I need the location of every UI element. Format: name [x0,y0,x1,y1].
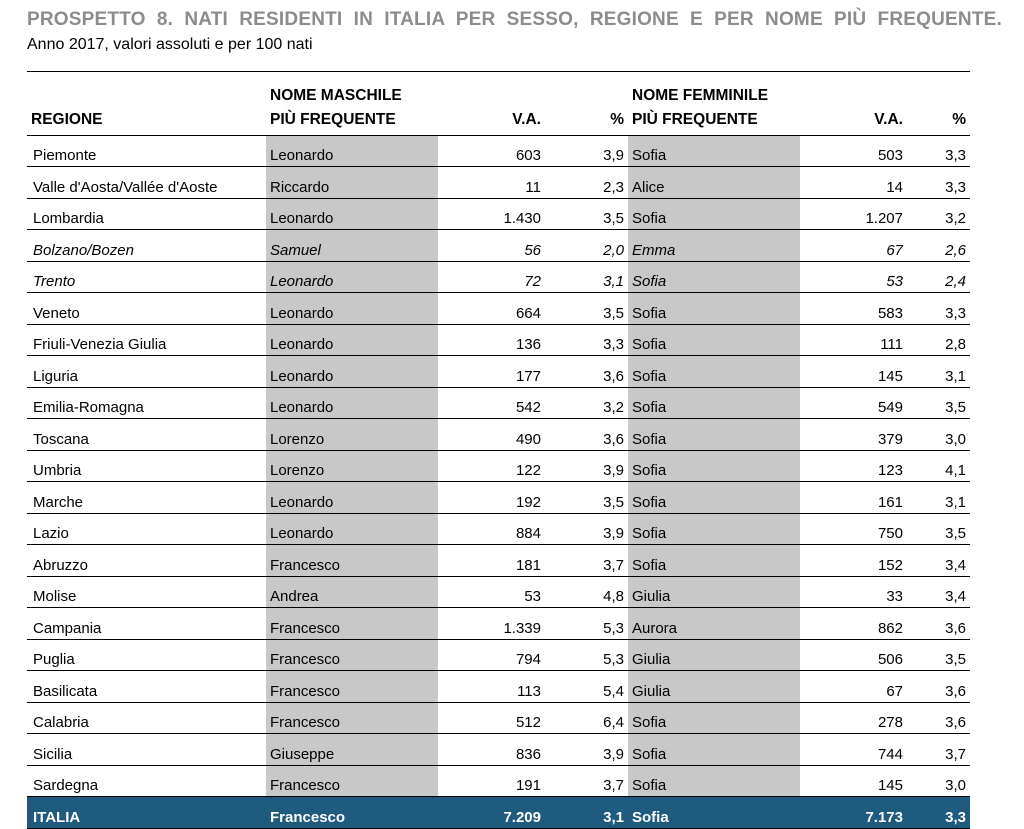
female-va-cell: 145 [800,356,907,388]
region-cell: Liguria [27,356,266,388]
female-pct-cell: 3,6 [907,671,970,703]
female-va-cell: 152 [800,545,907,577]
region-cell: Calabria [27,702,266,734]
male-va-cell: 884 [438,513,545,545]
top-rule [27,71,970,72]
region-cell: Lazio [27,513,266,545]
female-pct-cell: 3,7 [907,734,970,766]
region-cell: Valle d'Aosta/Vallée d'Aoste [27,167,266,199]
female-name-cell: Sofia [628,356,800,388]
male-name-cell: Lorenzo [266,450,438,482]
table-row [27,702,970,734]
total-female-pct-cell: 3,3 [907,797,970,829]
table-row [27,230,970,262]
births-table [27,78,970,829]
female-va-cell: 862 [800,608,907,640]
female-va-cell: 503 [800,135,907,167]
female-name-cell: Alice [628,167,800,199]
male-va-cell: 1.339 [438,608,545,640]
male-pct-cell: 3,7 [545,765,628,797]
female-name-cell: Sofia [628,765,800,797]
male-name-cell: Leonardo [266,198,438,230]
female-pct-cell: 4,1 [907,450,970,482]
region-cell: Marche [27,482,266,514]
male-name-cell: Leonardo [266,293,438,325]
female-pct-cell: 2,8 [907,324,970,356]
male-va-cell: 122 [438,450,545,482]
male-pct-cell: 3,2 [545,387,628,419]
male-name-cell: Leonardo [266,513,438,545]
male-va-cell: 177 [438,356,545,388]
male-name-cell: Samuel [266,230,438,262]
table-row [27,419,970,451]
header-male-pct: % [545,78,628,135]
male-name-cell: Leonardo [266,261,438,293]
male-va-cell: 664 [438,293,545,325]
region-cell: Campania [27,608,266,640]
male-pct-cell: 3,9 [545,513,628,545]
male-va-cell: 192 [438,482,545,514]
male-name-cell: Francesco [266,702,438,734]
table-row [27,765,970,797]
female-name-cell: Sofia [628,419,800,451]
male-pct-cell: 3,5 [545,482,628,514]
female-name-cell: Sofia [628,450,800,482]
female-name-cell: Sofia [628,513,800,545]
female-pct-cell: 3,4 [907,545,970,577]
male-va-cell: 794 [438,639,545,671]
female-va-cell: 1.207 [800,198,907,230]
male-pct-cell: 3,9 [545,450,628,482]
table-row [27,135,970,167]
female-name-cell: Sofia [628,293,800,325]
region-cell: Sicilia [27,734,266,766]
female-name-cell: Giulia [628,576,800,608]
male-name-cell: Leonardo [266,356,438,388]
table-body [27,135,970,828]
female-name-cell: Sofia [628,734,800,766]
male-va-cell: 490 [438,419,545,451]
header-male-name [266,78,438,135]
total-female-va-cell: 7.173 [800,797,907,829]
female-va-cell: 161 [800,482,907,514]
table-row [27,387,970,419]
table-row [27,576,970,608]
female-va-cell: 145 [800,765,907,797]
female-va-cell: 549 [800,387,907,419]
male-va-cell: 836 [438,734,545,766]
male-va-cell: 512 [438,702,545,734]
female-name-cell: Sofia [628,482,800,514]
male-va-cell: 181 [438,545,545,577]
region-cell: Veneto [27,293,266,325]
male-pct-cell: 3,9 [545,135,628,167]
region-cell: Sardegna [27,765,266,797]
female-pct-cell: 3,6 [907,702,970,734]
region-cell: Umbria [27,450,266,482]
female-va-cell: 67 [800,671,907,703]
female-pct-cell: 3,6 [907,608,970,640]
header-male-va: V.A. [438,78,545,135]
male-name-cell: Lorenzo [266,419,438,451]
female-va-cell: 111 [800,324,907,356]
female-name-cell: Sofia [628,324,800,356]
male-pct-cell: 2,0 [545,230,628,262]
total-region-cell: ITALIA [27,797,266,829]
table-row [27,734,970,766]
female-name-cell: Sofia [628,702,800,734]
male-pct-cell: 5,4 [545,671,628,703]
male-pct-cell: 6,4 [545,702,628,734]
header-female-line1: NOME FEMMINILE [632,86,769,104]
total-female-name-cell: Sofia [628,797,800,829]
table-row [27,450,970,482]
table-row [27,671,970,703]
female-va-cell: 506 [800,639,907,671]
female-pct-cell: 3,1 [907,356,970,388]
male-pct-cell: 5,3 [545,608,628,640]
female-va-cell: 67 [800,230,907,262]
table-row [27,639,970,671]
table-row [27,324,970,356]
male-name-cell: Riccardo [266,167,438,199]
male-va-cell: 542 [438,387,545,419]
table-row [27,356,970,388]
female-pct-cell: 3,5 [907,639,970,671]
region-cell: Friuli-Venezia Giulia [27,324,266,356]
female-va-cell: 379 [800,419,907,451]
male-pct-cell: 2,3 [545,167,628,199]
table-row [27,608,970,640]
female-pct-cell: 3,2 [907,198,970,230]
total-male-va-cell: 7.209 [438,797,545,829]
header-male-line1: NOME MASCHILE [270,86,402,104]
female-pct-cell: 3,5 [907,513,970,545]
female-pct-cell: 3,3 [907,293,970,325]
region-cell: Toscana [27,419,266,451]
male-name-cell: Francesco [266,608,438,640]
female-name-cell: Aurora [628,608,800,640]
male-va-cell: 72 [438,261,545,293]
total-male-pct-cell: 3,1 [545,797,628,829]
male-va-cell: 136 [438,324,545,356]
female-name-cell: Emma [628,230,800,262]
header-row [27,78,970,135]
female-pct-cell: 3,5 [907,387,970,419]
header-male-line2: PIÙ FREQUENTE [270,110,396,128]
male-va-cell: 56 [438,230,545,262]
female-va-cell: 750 [800,513,907,545]
region-cell: Bolzano/Bozen [27,230,266,262]
female-pct-cell: 3,4 [907,576,970,608]
female-va-cell: 278 [800,702,907,734]
male-name-cell: Andrea [266,576,438,608]
female-name-cell: Sofia [628,261,800,293]
female-name-cell: Giulia [628,639,800,671]
female-va-cell: 14 [800,167,907,199]
male-pct-cell: 3,6 [545,419,628,451]
female-pct-cell: 3,0 [907,765,970,797]
female-name-cell: Sofia [628,545,800,577]
female-pct-cell: 3,3 [907,167,970,199]
region-cell: Molise [27,576,266,608]
region-cell: Emilia-Romagna [27,387,266,419]
region-cell: Puglia [27,639,266,671]
male-pct-cell: 3,7 [545,545,628,577]
male-va-cell: 191 [438,765,545,797]
male-va-cell: 113 [438,671,545,703]
table-row [27,261,970,293]
female-pct-cell: 2,4 [907,261,970,293]
table-row [27,513,970,545]
male-name-cell: Leonardo [266,387,438,419]
female-name-cell: Sofia [628,135,800,167]
female-name-cell: Sofia [628,198,800,230]
male-va-cell: 53 [438,576,545,608]
male-name-cell: Leonardo [266,324,438,356]
header-female-line2: PIÙ FREQUENTE [632,110,758,128]
male-pct-cell: 3,1 [545,261,628,293]
region-cell: Basilicata [27,671,266,703]
male-name-cell: Francesco [266,639,438,671]
male-va-cell: 603 [438,135,545,167]
male-pct-cell: 3,9 [545,734,628,766]
male-pct-cell: 3,6 [545,356,628,388]
male-pct-cell: 3,3 [545,324,628,356]
male-pct-cell: 5,3 [545,639,628,671]
total-male-name-cell: Francesco [266,797,438,829]
region-cell: Piemonte [27,135,266,167]
male-pct-cell: 3,5 [545,198,628,230]
region-cell: Abruzzo [27,545,266,577]
table-title: PROSPETTO 8. NATI RESIDENTI IN ITALIA PER SESSO, REGIONE E PER NOME PIÙ FREQUENTE. [27,9,1002,30]
female-pct-cell: 2,6 [907,230,970,262]
table-row [27,167,970,199]
male-pct-cell: 4,8 [545,576,628,608]
header-region: REGIONE [27,78,266,135]
total-row [27,797,970,829]
male-name-cell: Francesco [266,765,438,797]
table-row [27,293,970,325]
female-va-cell: 583 [800,293,907,325]
female-pct-cell: 3,1 [907,482,970,514]
female-va-cell: 53 [800,261,907,293]
header-female-pct: % [907,78,970,135]
male-name-cell: Leonardo [266,135,438,167]
table-subtitle: Anno 2017, valori assoluti e per 100 nati [27,36,313,53]
female-va-cell: 33 [800,576,907,608]
female-va-cell: 123 [800,450,907,482]
female-name-cell: Sofia [628,387,800,419]
male-pct-cell: 3,5 [545,293,628,325]
region-cell: Trento [27,261,266,293]
header-female-name [628,78,800,135]
female-name-cell: Giulia [628,671,800,703]
male-name-cell: Francesco [266,671,438,703]
region-cell: Lombardia [27,198,266,230]
male-name-cell: Francesco [266,545,438,577]
table-row [27,545,970,577]
male-name-cell: Giuseppe [266,734,438,766]
male-name-cell: Leonardo [266,482,438,514]
male-va-cell: 11 [438,167,545,199]
female-va-cell: 744 [800,734,907,766]
table-row [27,198,970,230]
male-va-cell: 1.430 [438,198,545,230]
header-female-va: V.A. [800,78,907,135]
female-pct-cell: 3,0 [907,419,970,451]
female-pct-cell: 3,3 [907,135,970,167]
table-row [27,482,970,514]
